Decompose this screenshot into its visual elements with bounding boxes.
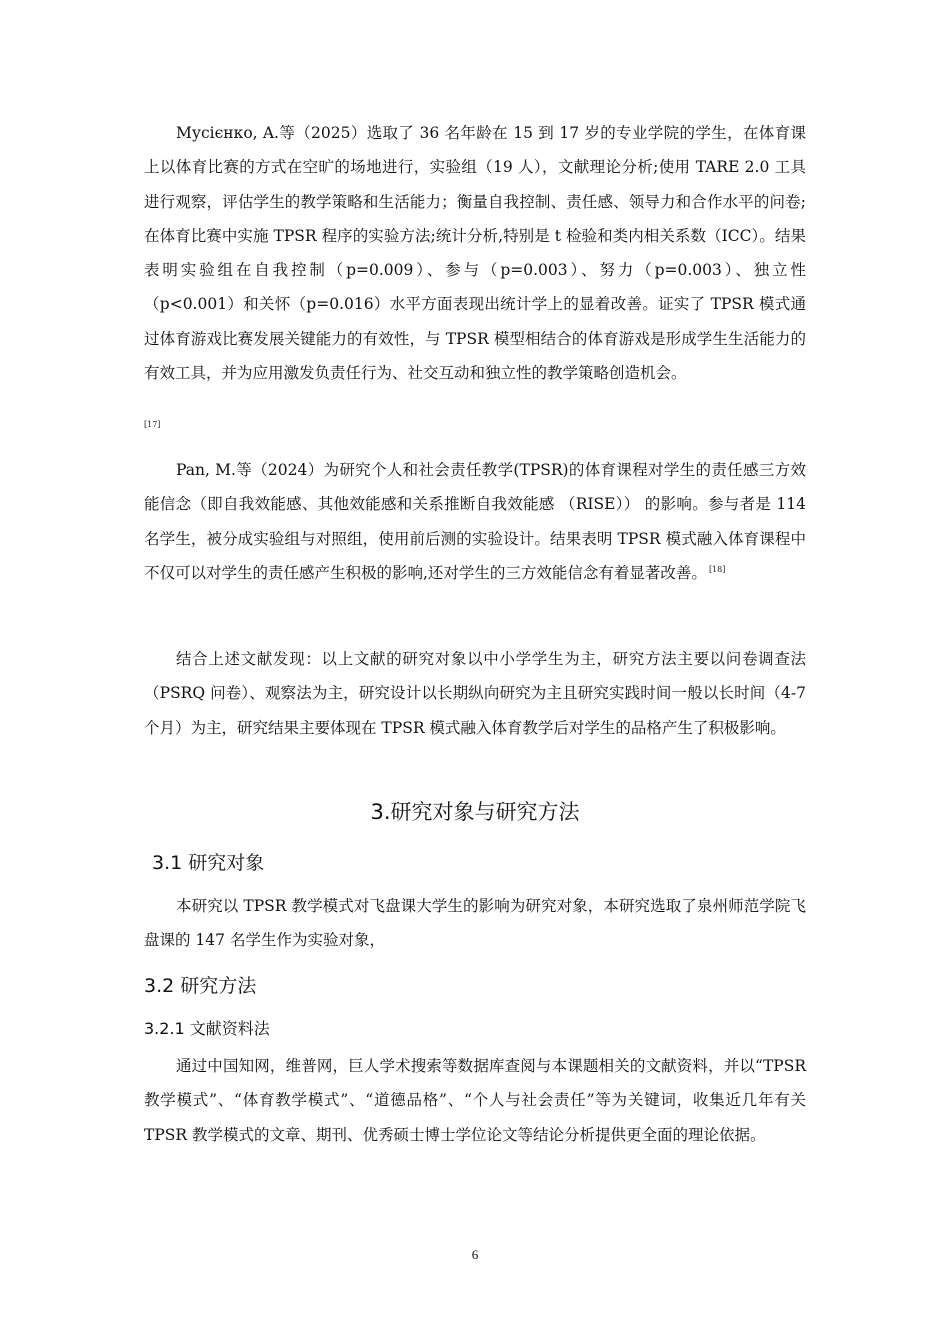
citation-17: [17] — [144, 420, 161, 429]
paragraph-research-object — [144, 889, 806, 958]
subsection-heading-3-2: 3.2 研究方法 — [144, 975, 257, 997]
citation-18: [18] — [708, 564, 726, 574]
subsubsection-heading-3-2-1: 3.2.1 文献资料法 — [144, 1019, 270, 1038]
paragraph-text: 通过中国知网，维普网，巨人学术搜索等数据库查阅与本课题相关的文献资料，并以“TPSR 教学模式”、“体育教学模式”、“道德品格”、“个人与社会责任”等为关键词，收集近几年有关 TPSR 教学模式的文章、期刊、优秀硕士博士学位论文等结论分析提供更全面的理论依据。 — [144, 1057, 806, 1144]
paragraph-pan-study — [144, 453, 806, 590]
section-heading-3: 3.研究对象与研究方法 — [370, 800, 580, 824]
subsection-heading-3-1: 3.1 研究对象 — [152, 852, 265, 874]
paragraph-text: Мусієнко, A.等（2025）选取了 36 名年龄在 15 到 17 岁的专业学院的学生，在体育课上以体育比赛的方式在空旷的场地进行，实验组（19 人），文献理论分析;使用 TARE 2.0 工具进行观察，评估学生的教学策略和生活能力；衡量自我控制、责任感、领导力和合作水平的问卷; 在体育比赛中实施 TPSR 程序的实验方法;统计分析,特别是 t 检验和类内相关系数（ICC）。结果表明实验组在自我控制（p=0.009）、参与（p=0.003）、努力（p=0.003）、独立性（p<0.001）和关怀（p=0.016）水平方面表现出统计学上的显着改善。证实了 TPSR 模式通过体育游戏比赛发展关键能力的有效性，与 TPSR 模型相结合的体育游戏是形成学生生活能力的有效工具，并为应用激发负责任行为、社交互动和独立性的教学策略创造机会。 — [144, 124, 806, 383]
paragraph-literature-method — [144, 1049, 806, 1152]
paragraph-text: 结合上述文献发现：以上文献的研究对象以中小学学生为主，研究方法主要以问卷调查法（PSRQ 问卷）、观察法为主，研究设计以长期纵向研究为主且研究实践时间一般以长时间（4-7 个月）为主，研究结果主要体现在 TPSR 模式融入体育教学后对学生的品格产生了积极影响。 — [144, 650, 806, 737]
paragraph-text: 本研究以 TPSR 教学模式对飞盘课大学生的影响为研究对象，本研究选取了泉州师范学院飞盘课的 147 名学生作为实验对象， — [144, 897, 806, 950]
paragraph-literature-summary — [144, 642, 806, 745]
page-number: 6 — [471, 1247, 479, 1262]
paragraph-text: Pan, M.等（2024）为研究个人和社会责任教学(TPSR)的体育课程对学生的责任感三方效能信念（即自我效能感、其他效能感和关系推断自我效能感 （RISE）） 的影响。参与者是 114 名学生，被分成实验组与对照组，使用前后测的实验设计。结果表明 TPSR 模式融入体育课程中不仅可以对学生的责任感产生积极的影响,还对学生的三方效能信念有着显著改善。 — [144, 461, 806, 582]
paragraph-musiienko-study — [144, 116, 806, 390]
